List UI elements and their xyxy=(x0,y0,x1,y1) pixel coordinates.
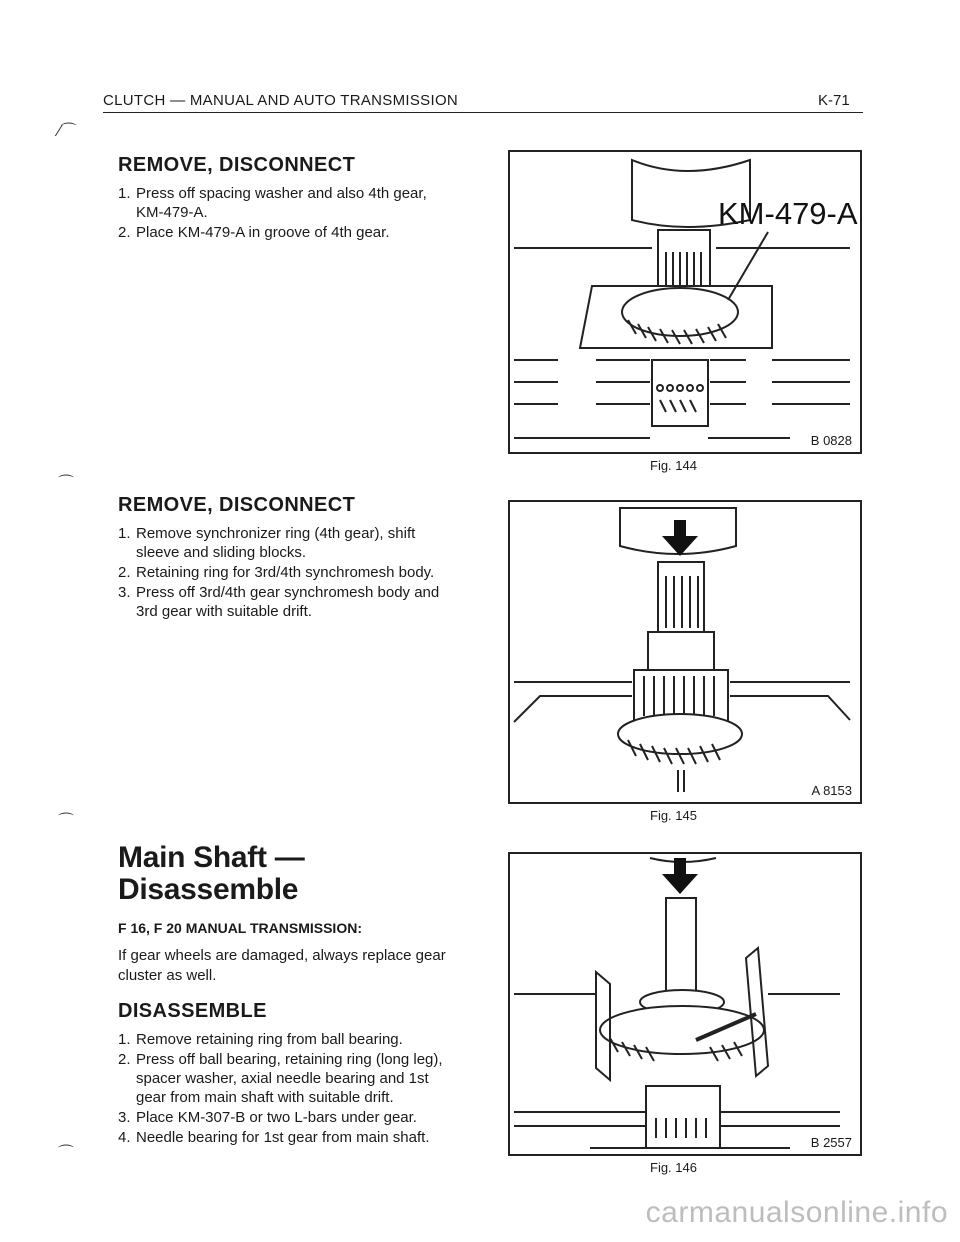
list-item xyxy=(118,1108,458,1127)
list-item xyxy=(118,524,458,562)
step-text: Press off ball bearing, retaining ring (long leg), spacer washer, axial needle bearing and 1st gear from main shaft with suitable drift. xyxy=(136,1051,443,1106)
figure-code: B 2557 xyxy=(810,1135,852,1150)
synchromesh-press-illustration xyxy=(510,502,860,802)
main-title-line: Disassemble xyxy=(118,873,299,906)
step-text: Retaining ring for 3rd/4th synchromesh body. xyxy=(136,564,435,581)
step-list xyxy=(118,184,448,243)
section-heading: DISASSEMBLE xyxy=(118,1000,267,1022)
step-number: 2. xyxy=(118,1051,131,1068)
step-list xyxy=(118,524,458,622)
list-item xyxy=(118,583,458,621)
step-text: Remove synchronizer ring (4th gear), shift sleeve and sliding blocks. xyxy=(136,525,416,561)
step-text: Remove retaining ring from ball bearing. xyxy=(136,1031,403,1048)
step-text: Place KM-479-A in groove of 4th gear. xyxy=(136,224,390,241)
paragraph: If gear wheels are damaged, always replace gear cluster as well. xyxy=(118,947,446,984)
step-number: 3. xyxy=(118,1109,131,1126)
figure-caption: Fig. 144 xyxy=(650,458,697,473)
figure-144 xyxy=(508,150,862,454)
step-list xyxy=(118,1030,458,1148)
page-header-title: CLUTCH — MANUAL AND AUTO TRANSMISSION xyxy=(103,92,459,109)
section-heading: REMOVE, DISCONNECT xyxy=(118,494,356,516)
step-number: 2. xyxy=(118,564,131,581)
margin-mark: ⁄⌒ xyxy=(58,123,77,140)
tool-label: KM-479-A xyxy=(718,196,858,231)
margin-mark: ⌒ xyxy=(58,1145,75,1162)
list-item xyxy=(118,1050,458,1107)
gear-press-illustration xyxy=(510,152,860,452)
section-heading: REMOVE, DISCONNECT xyxy=(118,154,356,176)
figure-146 xyxy=(508,852,862,1156)
step-number: 1. xyxy=(118,185,131,202)
figure-145 xyxy=(508,500,862,804)
list-item xyxy=(118,563,458,582)
page-number: K-71 xyxy=(818,92,850,109)
step-number: 1. xyxy=(118,1031,131,1048)
step-text: Press off 3rd/4th gear synchromesh body and 3rd gear with suitable drift. xyxy=(136,584,440,620)
main-shaft-press-illustration xyxy=(510,854,860,1154)
step-text: Needle bearing for 1st gear from main shaft. xyxy=(136,1129,430,1146)
step-number: 1. xyxy=(118,525,131,542)
step-text: Place KM-307-B or two L-bars under gear. xyxy=(136,1109,417,1126)
figure-code: B 0828 xyxy=(810,433,852,448)
list-item xyxy=(118,184,448,222)
main-title-line: Main Shaft — xyxy=(118,841,305,874)
list-item xyxy=(118,223,448,242)
margin-mark: ⌒ xyxy=(58,475,75,492)
figure-caption: Fig. 145 xyxy=(650,808,697,823)
figure-caption: Fig. 146 xyxy=(650,1160,697,1175)
margin-mark: ⌒ xyxy=(58,813,75,830)
step-number: 4. xyxy=(118,1129,131,1146)
list-item xyxy=(118,1128,458,1147)
step-text: Press off spacing washer and also 4th gear, KM-479-A. xyxy=(136,185,427,221)
main-title xyxy=(118,842,304,906)
list-item xyxy=(118,1030,458,1049)
subheading: F 16, F 20 MANUAL TRANSMISSION: xyxy=(118,920,362,936)
header-rule xyxy=(103,112,863,113)
figure-code: A 8153 xyxy=(811,783,852,798)
watermark[interactable]: carmanualsonline.info xyxy=(645,1196,948,1229)
step-number: 3. xyxy=(118,584,131,601)
step-number: 2. xyxy=(118,224,131,241)
